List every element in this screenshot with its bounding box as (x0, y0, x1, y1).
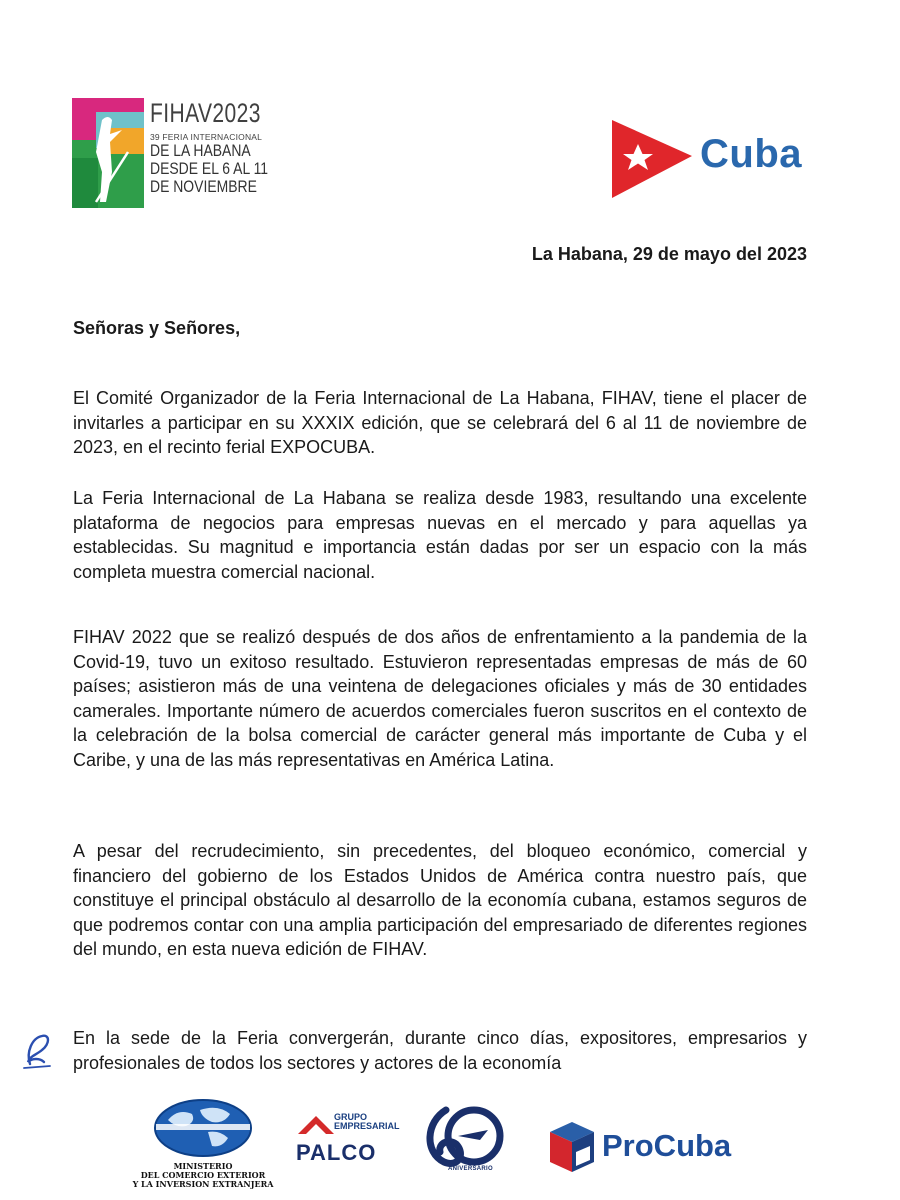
palco-small-text (334, 1113, 400, 1131)
fihav-mark-icon (72, 98, 144, 208)
paragraph-4: A pesar del recrudecimiento, sin precedentes, del bloqueo económico, comercial y financiero del gobierno de los Estados Unidos de América contra nuestro país, que constituye el principal obstáculo al desarrollo de la economía cubana, estamos seguros de que podremos contar con una amplia participación del empresariado de diferentes regiones del mundo, en esta nueva edición de FIHAV. (73, 841, 807, 960)
paragraph-1: El Comité Organizador de la Feria Internacional de La Habana, FIHAV, tiene el placer de invitarles a participar en su XXXIX edición, que se celebrará del 6 al 11 de noviembre de 2023, en el recinto ferial EXPOCUBA. (73, 388, 807, 458)
palco-chevron-icon (296, 1114, 336, 1136)
fihav-logo (72, 98, 272, 210)
letter-greeting: Señoras y Señores, (73, 318, 241, 338)
procuba-cube-icon (546, 1118, 600, 1176)
ministry-logo-text (128, 1162, 278, 1189)
paragraph-5: En la sede de la Feria convergerán, durante cinco días, expositores, empresarios y profesionales de todos los sectores y actores de la economía (73, 1028, 807, 1073)
anniversary-60-logo (418, 1100, 510, 1180)
ministry-logo (128, 1098, 278, 1200)
cuba-logo-word: Cuba (700, 132, 802, 176)
initial-signature-icon (20, 1028, 56, 1070)
palco-small-line1: GRUPO (334, 1112, 368, 1122)
cuba-logo (612, 118, 822, 200)
globe-icon (148, 1098, 258, 1160)
fihav-logo-line3: DESDE EL 6 AL 11 (150, 159, 269, 178)
procuba-word: ProCuba (602, 1128, 732, 1163)
ministry-line2: DEL COMERCIO EXTERIOR (140, 1170, 266, 1180)
anniversary-caption: ANIVERSARIO (448, 1166, 493, 1172)
paragraph-2: La Feria Internacional de La Habana se realiza desde 1983, resultando una excelente plataforma de negocios para empresas nuevas en el mercado y para aquellas ya establecidas. Su magnitud e importancia están dadas por ser un espacio con la más completa muestra comercial nacional. (73, 488, 807, 582)
fihav-logo-text (150, 98, 275, 196)
cuba-flag-triangle-icon (612, 118, 694, 200)
palco-small-line2: EMPRESARIAL (334, 1121, 400, 1131)
fihav-logo-title: FIHAV2023 (150, 98, 261, 128)
procuba-logo (546, 1118, 756, 1178)
palco-logo (296, 1112, 404, 1172)
fihav-logo-line4: DE NOVIEMBRE (150, 177, 257, 196)
palco-word: PALCO (296, 1140, 377, 1165)
fihav-logo-line2: DE LA HABANA (150, 141, 251, 160)
letter-date: La Habana, 29 de mayo del 2023 (531, 244, 807, 264)
ministry-line1: MINISTERIO (173, 1161, 233, 1171)
ministry-line3: Y LA INVERSION EXTRANJERA (132, 1179, 274, 1189)
paragraph-3: FIHAV 2022 que se realizó después de dos años de enfrentamiento a la pandemia de la Covid-19, tuvo un exitoso resultado. Estuvieron representadas empresas de más de 60 países; asistieron más de una veintena de delegaciones oficiales y más de 30 entidades camerales. Importante número de acuerdos comerciales fueron suscritos en el contexto de la celebración de la bolsa comercial de carácter general más importante de Cuba y el Caribe, y una de las más representativas en América Latina. (73, 627, 807, 770)
fihav-logo-subtitle: 39 FERIA INTERNACIONAL (150, 132, 263, 142)
